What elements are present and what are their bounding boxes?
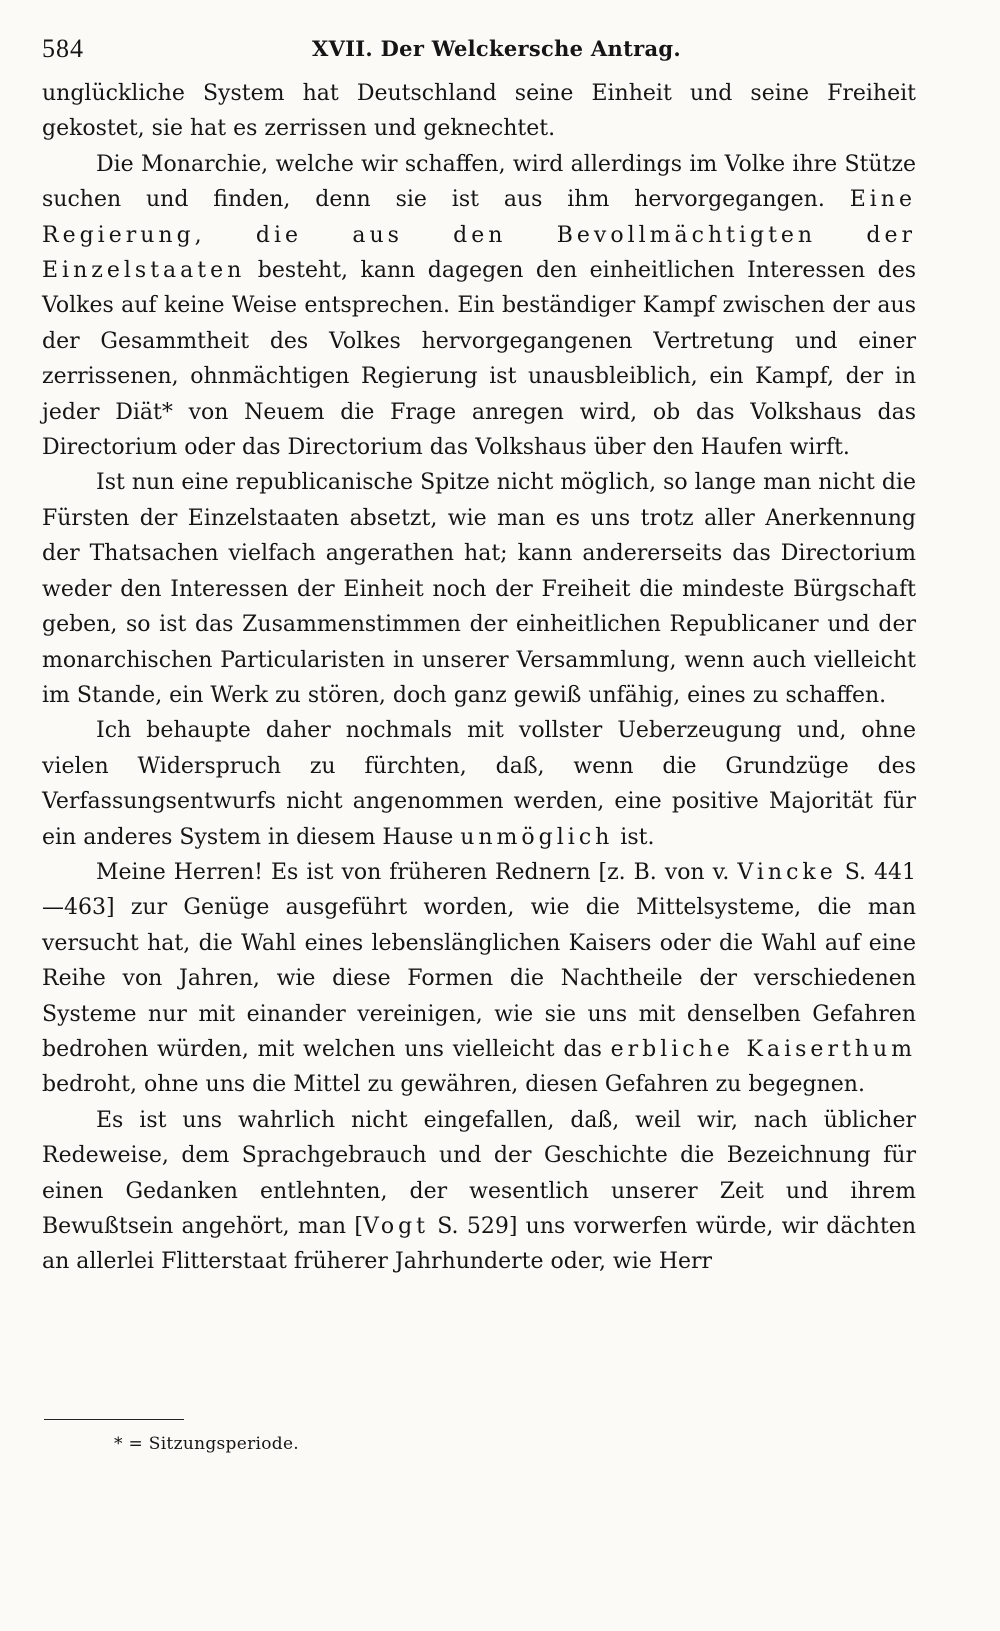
footnote: * = Sitzungsperiode. [114,1434,300,1454]
paragraph [42,76,916,147]
paragraph-text: Die Monarchie, welche wir schaffen, wird allerdings im Volke ihre Stütze suchen und finden, denn sie ist aus ihm hervorgegangen. [42,151,916,213]
running-title: XVII. Der Welckersche Antrag. [312,36,681,61]
paragraph-text: Ich behaupte daher nochmals mit vollster Ueberzeugung und, ohne vielen Widerspruch zu fürchten, daß, wenn die Grundzüge des Verfassungsentwurfs nicht angenommen werden, eine positive Majorität für ein anderes System in diesem Hause [42,718,916,850]
paragraph-text: Ist nun eine republicanische Spitze nicht möglich, so lange man nicht die Fürsten der Einzelstaaten absetzt, wie man es uns trotz aller Anerkennung der Thatsachen vielfach angerathen hat; kann andererseits das Directorium weder den Interessen der Einheit noch der Freiheit die mindeste Bürgschaft geben, so ist das Zusammenstimmen der einheitlichen Republicaner und der monarchischen Particularisten in unserer Versammlung, wenn auch vielleicht im Stande, ein Werk zu stören, doch ganz gewiß unfähig, eines zu schaffen. [42,470,916,708]
spaced-emphasis-text: Vogt [362,1214,429,1239]
paragraph-text: Meine Herren! Es ist von früheren Rednern [z. B. von v. [96,859,738,885]
body-text [42,76,916,1280]
paragraph-text: besteht, kann dagegen den einheitlichen Interessen des Volkes auf keine Weise entsprechen. Ein beständiger Kampf zwischen der aus der Gesammtheit des Volkes hervorgegangenen Vertretung und einer zerrissenen, ohnmächtigen Regierung ist unausbleiblich, ein Kampf, der in jeder Diät* von Neuem die Frage anregen wird, ob das Volkshaus das Directorium oder das Directorium das Volkshaus über den Haufen wirft. [42,258,916,461]
spaced-emphasis-text: Vincke [737,859,837,885]
spaced-emphasis-text: erbliche Kaiserthum [610,1036,916,1062]
paragraph-text: ist. [613,824,655,850]
paragraph-text: Es ist uns wahrlich nicht eingefallen, daß, weil wir, nach üblicher Redeweise, dem Sprachgebrauch und der Geschichte die Bezeichnung für einen Gedanken entlehnten, der wesentlich unserer Zeit und ihrem Bewußtsein angehört, man [ [42,1107,916,1239]
footnote-rule [44,1419,184,1420]
spaced-emphasis-text: Eine Regierung, die aus den Bevollmächtigten der Einzelstaaten [42,187,916,284]
paragraph [42,713,916,855]
paragraph-text: S. 441—463] zur Genüge ausgeführt worden, wie die Mittelsysteme, die man versucht hat, die Wahl eines lebenslänglichen Kaisers oder die Wahl auf eine Reihe von Jahren, wie diese Formen die Nachtheile der verschiedenen Systeme nur mit einander vereinigen, wie sie uns mit denselben Gefahren bedrohen würden, mit welchen uns vielleicht das [42,859,916,1062]
paragraph-text: S. 529] uns vorwerfen würde, wir dächten an allerlei Flitterstaat früherer Jahrhunderte oder, wie Herr [42,1214,916,1275]
paragraph [42,465,916,713]
running-head [42,28,916,72]
page-number: 584 [42,34,84,63]
paragraph [42,1103,916,1280]
paragraph [42,147,916,466]
paragraph [42,855,916,1103]
book-page [42,28,916,1588]
paragraph-text: bedroht, ohne uns die Mittel zu gewähren, diesen Gefahren zu begegnen. [42,1072,865,1098]
spaced-emphasis-text: unmöglich [460,824,614,850]
paragraph-text: unglückliche System hat Deutschland seine Einheit und seine Freiheit gekostet, sie hat es zerrissen und geknechtet. [42,81,916,142]
